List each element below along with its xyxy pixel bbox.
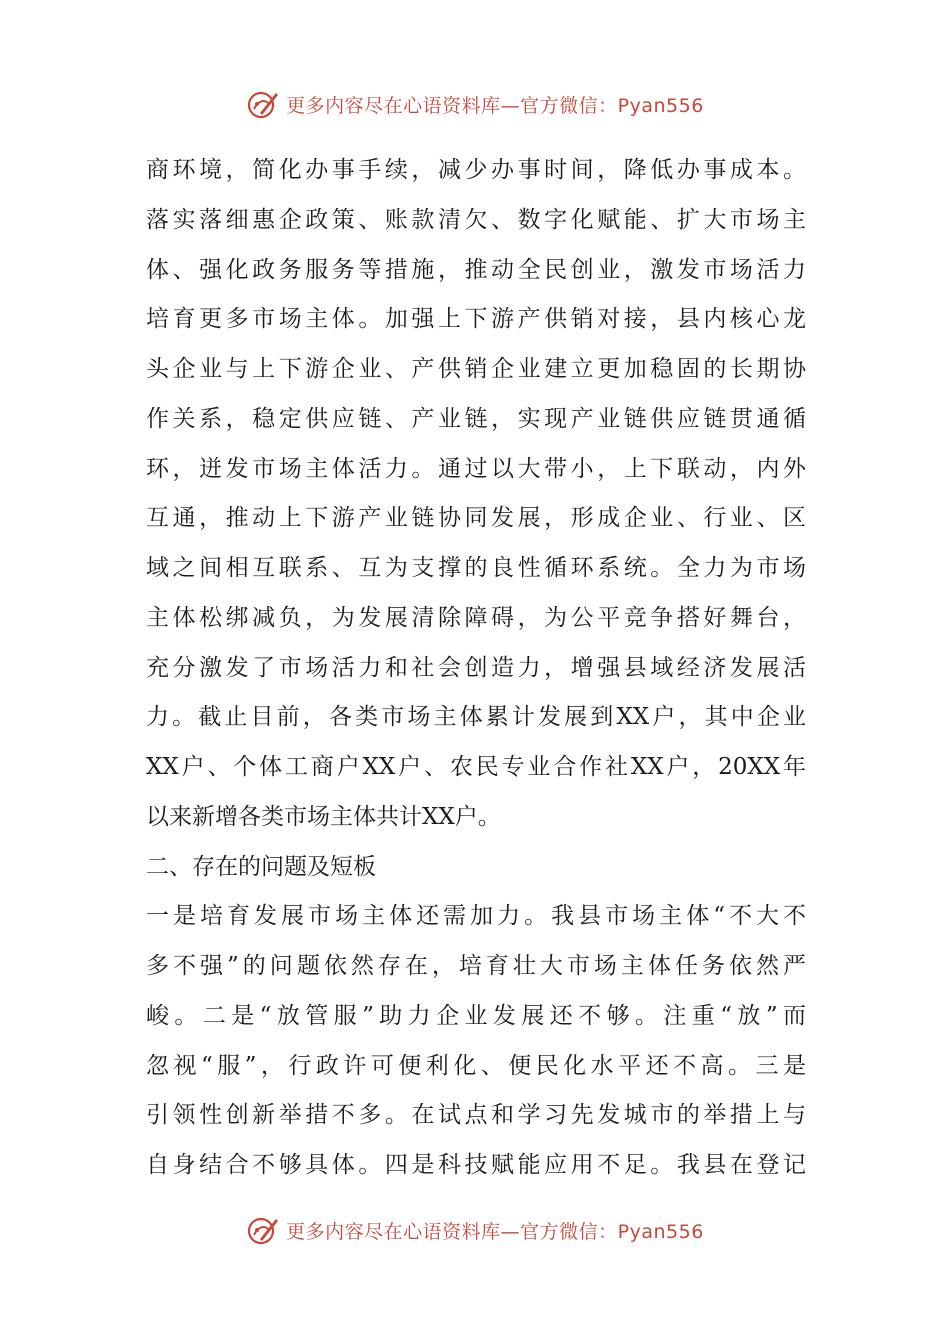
text-line: XX户、个体工商户XX户、农民专业合作社XX户，20XX年 xyxy=(146,754,806,780)
watermark-header xyxy=(0,82,950,126)
pen-swirl-logo-icon xyxy=(246,87,280,121)
text-line: 自身结合不够具体。四是科技赋能应用不足。我县在登记 xyxy=(146,1152,806,1178)
text-line: 互通，推动上下游产业链协同发展，形成企业、行业、区 xyxy=(146,505,806,532)
text-line: 作关系，稳定供应链、产业链，实现产业链供应链贯通循 xyxy=(146,405,806,432)
text-line: 主体松绑减负，为发展清除障碍，为公平竞争搭好舞台， xyxy=(146,604,806,631)
text-line: 环，迸发市场主体活力。通过以大带小，上下联动，内外 xyxy=(146,455,806,482)
watermark-footer xyxy=(0,1208,950,1252)
text-line: 以来新增各类市场主体共计XX户。 xyxy=(146,803,501,830)
watermark-text: 更多内容尽在心语资料库—官方微信：Pyan556 xyxy=(286,94,704,117)
text-line: 域之间相互联系、互为支撑的良性循环系统。全力为市场 xyxy=(146,555,806,581)
section-heading: 二、存在的问题及短板 xyxy=(146,853,376,880)
text-line: 一是培育发展市场主体还需加力。我县市场主体“不大不 xyxy=(146,903,806,930)
text-line: 引领性创新举措不多。在试点和学习先发城市的举措上与 xyxy=(146,1102,806,1129)
watermark-text: 更多内容尽在心语资料库—官方微信：Pyan556 xyxy=(286,1220,704,1243)
document-body xyxy=(146,146,806,1191)
text-line: 峻。二是“放管服”助力企业发展还不够。注重“放”而 xyxy=(146,1002,806,1029)
text-line: 头企业与上下游企业、产供销企业建立更加稳固的长期协 xyxy=(146,356,806,382)
text-line: 忽视“服”，行政许可便利化、便民化水平还不高。三是 xyxy=(146,1052,806,1079)
text-line: 力。截止目前，各类市场主体累计发展到XX户，其中企业 xyxy=(146,704,806,731)
text-line: 多不强”的问题依然存在，培育壮大市场主体任务依然严 xyxy=(146,953,806,979)
text-line: 体、强化政务服务等措施，推动全民创业，激发市场活力 xyxy=(146,256,806,283)
text-line: 充分激发了市场活力和社会创造力，增强县域经济发展活 xyxy=(146,654,806,681)
text-line: 商环境，简化办事手续，减少办事时间，降低办事成本。 xyxy=(146,157,806,183)
pen-swirl-logo-icon xyxy=(246,1213,280,1247)
text-line: 落实落细惠企政策、账款清欠、数字化赋能、扩大市场主 xyxy=(146,206,806,233)
text-line: 培育更多市场主体。加强上下游产供销对接，县内核心龙 xyxy=(146,306,806,333)
